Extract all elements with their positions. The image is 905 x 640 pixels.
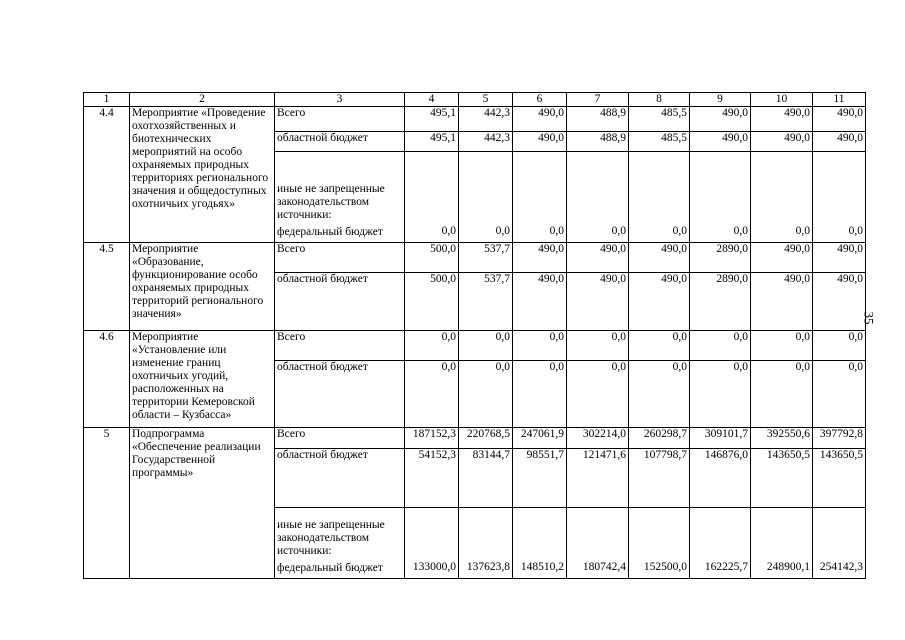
value-cell: 490,0 bbox=[513, 132, 567, 152]
value-cell: 490,0 bbox=[813, 273, 866, 331]
value-cell: 107798,7 bbox=[629, 449, 690, 508]
value-cell: 148510,2 bbox=[513, 508, 567, 579]
value-cell: 0,0 bbox=[405, 152, 459, 243]
item-number: 4.6 bbox=[84, 331, 130, 428]
col-header: 9 bbox=[690, 93, 751, 107]
col-header: 7 bbox=[567, 93, 629, 107]
funding-source bbox=[275, 331, 405, 361]
col-header: 1 bbox=[84, 93, 130, 107]
item-number: 4.5 bbox=[84, 243, 130, 331]
value-cell: 488,9 bbox=[567, 107, 629, 132]
value-cell: 0,0 bbox=[459, 152, 513, 243]
value-cell: 537,7 bbox=[459, 273, 513, 331]
value-cell: 0,0 bbox=[567, 331, 629, 361]
value-cell: 485,5 bbox=[629, 107, 690, 132]
funding-source bbox=[275, 428, 405, 449]
funding-source-note: иные не запрещенные законодательством источники: bbox=[277, 519, 385, 557]
value-cell: 490,0 bbox=[567, 273, 629, 331]
funding-source-label: областной бюджет bbox=[277, 132, 368, 144]
item-number: 4.4 bbox=[84, 107, 130, 243]
col-header: 3 bbox=[275, 93, 405, 107]
value-cell: 0,0 bbox=[513, 331, 567, 361]
value-cell: 397792,8 bbox=[813, 428, 866, 449]
value-cell: 537,7 bbox=[459, 243, 513, 273]
budget-table bbox=[83, 92, 866, 579]
value-cell: 0,0 bbox=[690, 152, 751, 243]
page-number: 35 bbox=[861, 311, 877, 325]
value-cell: 490,0 bbox=[751, 243, 813, 273]
value-cell: 83144,7 bbox=[459, 449, 513, 508]
table-body bbox=[84, 107, 866, 579]
value-cell: 180742,4 bbox=[567, 508, 629, 579]
value-cell: 0,0 bbox=[405, 361, 459, 428]
funding-source bbox=[275, 152, 405, 243]
value-cell: 500,0 bbox=[405, 243, 459, 273]
funding-source-label: федеральный бюджет bbox=[277, 562, 383, 574]
table-row bbox=[84, 428, 866, 449]
value-cell: 500,0 bbox=[405, 273, 459, 331]
value-cell: 490,0 bbox=[813, 243, 866, 273]
value-cell: 248900,1 bbox=[751, 508, 813, 579]
funding-source-label: Всего bbox=[277, 428, 306, 440]
item-name: Подпрограмма «Обеспечение реализации Государственной программы» bbox=[130, 428, 275, 579]
value-cell: 490,0 bbox=[690, 107, 751, 132]
value-cell: 490,0 bbox=[629, 273, 690, 331]
funding-source-label: областной бюджет bbox=[277, 361, 368, 373]
value-cell: 442,3 bbox=[459, 107, 513, 132]
value-cell: 0,0 bbox=[813, 361, 866, 428]
value-cell: 488,9 bbox=[567, 132, 629, 152]
value-cell: 0,0 bbox=[513, 152, 567, 243]
value-cell: 490,0 bbox=[751, 132, 813, 152]
funding-source bbox=[275, 243, 405, 273]
funding-source bbox=[275, 508, 405, 579]
value-cell: 0,0 bbox=[690, 361, 751, 428]
value-cell: 98551,7 bbox=[513, 449, 567, 508]
value-cell: 143650,5 bbox=[751, 449, 813, 508]
value-cell: 137623,8 bbox=[459, 508, 513, 579]
value-cell: 254142,3 bbox=[813, 508, 866, 579]
value-cell: 495,1 bbox=[405, 107, 459, 132]
value-cell: 442,3 bbox=[459, 132, 513, 152]
item-number: 5 bbox=[84, 428, 130, 579]
value-cell: 2890,0 bbox=[690, 243, 751, 273]
col-header: 5 bbox=[459, 93, 513, 107]
value-cell: 0,0 bbox=[690, 331, 751, 361]
value-cell: 490,0 bbox=[813, 132, 866, 152]
value-cell: 485,5 bbox=[629, 132, 690, 152]
table-row bbox=[84, 107, 866, 132]
value-cell: 490,0 bbox=[567, 243, 629, 273]
value-cell: 490,0 bbox=[629, 243, 690, 273]
value-cell: 0,0 bbox=[629, 152, 690, 243]
value-cell: 2890,0 bbox=[690, 273, 751, 331]
item-name: Мероприятие «Проведение охотхозяйственных и биотехнических мероприятий на особо охраняемых природных территориях регионального значения и общедоступных охотничьих угодьях» bbox=[130, 107, 275, 243]
col-header: 8 bbox=[629, 93, 690, 107]
value-cell: 0,0 bbox=[459, 361, 513, 428]
value-cell: 392550,6 bbox=[751, 428, 813, 449]
funding-source-label: областной бюджет bbox=[277, 449, 368, 461]
value-cell: 0,0 bbox=[751, 331, 813, 361]
value-cell: 0,0 bbox=[513, 361, 567, 428]
value-cell: 0,0 bbox=[629, 361, 690, 428]
table-row bbox=[84, 331, 866, 361]
value-cell: 0,0 bbox=[751, 361, 813, 428]
value-cell: 121471,6 bbox=[567, 449, 629, 508]
value-cell: 133000,0 bbox=[405, 508, 459, 579]
value-cell: 0,0 bbox=[567, 361, 629, 428]
value-cell: 162225,7 bbox=[690, 508, 751, 579]
funding-source-note: иные не запрещенные законодательством источники: bbox=[277, 183, 385, 221]
funding-source-label: федеральный бюджет bbox=[277, 226, 383, 238]
value-cell: 490,0 bbox=[813, 107, 866, 132]
value-cell: 302214,0 bbox=[567, 428, 629, 449]
value-cell: 490,0 bbox=[690, 132, 751, 152]
value-cell: 247061,9 bbox=[513, 428, 567, 449]
value-cell: 220768,5 bbox=[459, 428, 513, 449]
value-cell: 260298,7 bbox=[629, 428, 690, 449]
funding-source-label: Всего bbox=[277, 331, 306, 343]
funding-source bbox=[275, 361, 405, 428]
item-name: Мероприятие «Образование, функционирование особо охраняемых природных территорий регионального значения» bbox=[130, 243, 275, 331]
item-name: Мероприятие «Установление или изменение границ охотничьих угодий, расположенных на территории Кемеровской области – Кузбасса» bbox=[130, 331, 275, 428]
funding-source bbox=[275, 273, 405, 331]
value-cell: 152500,0 bbox=[629, 508, 690, 579]
value-cell: 146876,0 bbox=[690, 449, 751, 508]
header-row bbox=[84, 93, 866, 107]
value-cell: 0,0 bbox=[751, 152, 813, 243]
value-cell: 490,0 bbox=[513, 273, 567, 331]
col-header: 2 bbox=[130, 93, 275, 107]
value-cell: 0,0 bbox=[813, 152, 866, 243]
value-cell: 0,0 bbox=[459, 331, 513, 361]
value-cell: 187152,3 bbox=[405, 428, 459, 449]
value-cell: 490,0 bbox=[513, 107, 567, 132]
funding-source-label: Всего bbox=[277, 107, 306, 119]
value-cell: 490,0 bbox=[513, 243, 567, 273]
funding-source bbox=[275, 132, 405, 152]
funding-source bbox=[275, 449, 405, 508]
value-cell: 309101,7 bbox=[690, 428, 751, 449]
value-cell: 54152,3 bbox=[405, 449, 459, 508]
value-cell: 490,0 bbox=[751, 273, 813, 331]
funding-source bbox=[275, 107, 405, 132]
value-cell: 0,0 bbox=[813, 331, 866, 361]
col-header: 10 bbox=[751, 93, 813, 107]
value-cell: 0,0 bbox=[629, 331, 690, 361]
col-header: 6 bbox=[513, 93, 567, 107]
table-row bbox=[84, 243, 866, 273]
value-cell: 0,0 bbox=[567, 152, 629, 243]
col-header: 11 bbox=[813, 93, 866, 107]
col-header: 4 bbox=[405, 93, 459, 107]
value-cell: 143650,5 bbox=[813, 449, 866, 508]
funding-source-label: областной бюджет bbox=[277, 273, 368, 285]
value-cell: 495,1 bbox=[405, 132, 459, 152]
value-cell: 0,0 bbox=[405, 331, 459, 361]
funding-source-label: Всего bbox=[277, 243, 306, 255]
value-cell: 490,0 bbox=[751, 107, 813, 132]
